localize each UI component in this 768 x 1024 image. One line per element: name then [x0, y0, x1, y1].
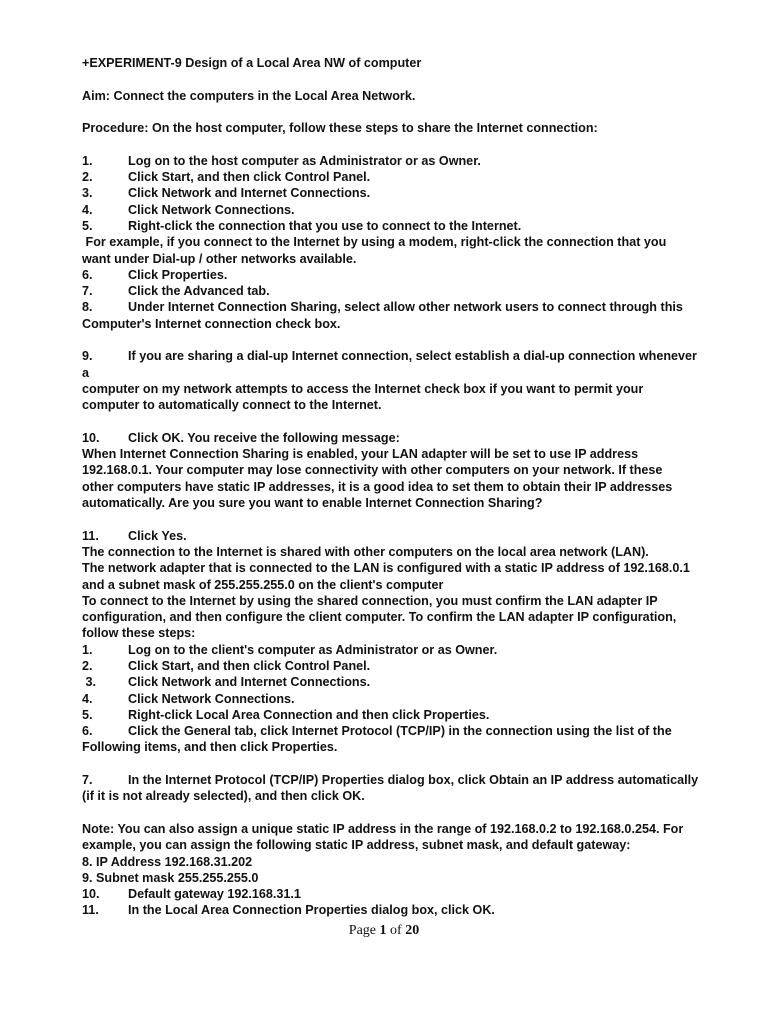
shared-connection-block: The connection to the Internet is shared with other computers on the local area network (LAN). The network adapter that is connected to the LAN is configured with a static IP address of 192.168.0.1 and a subnet mask of 255.255.255.0 on the client's computer To connect to the Internet by using the shared connection, you must confirm the LAN adapter IP configuration, and then configure the client computer. To confirm the LAN adapter IP configuration, follow these steps:: [82, 544, 690, 641]
list-item: 8. Under Internet Connection Sharing, select allow other network users to connect through this: [82, 300, 683, 315]
list-item: 7. Click the Advanced tab.: [82, 284, 270, 299]
list-item: 1. Log on to the host computer as Administrator or as Owner.: [82, 153, 481, 168]
client-steps-list: [82, 642, 754, 740]
list-item: 4. Click Network Connections.: [82, 691, 295, 706]
page-number: 1: [379, 923, 387, 938]
final-steps-list: [82, 886, 754, 919]
step9-line3: computer to automatically connect to the Internet.: [82, 398, 382, 413]
step9-a: a: [82, 365, 90, 380]
document-title: +EXPERIMENT-9 Design of a Local Area NW of computer: [82, 56, 422, 70]
example-text-cont: want under Dial-up / other networks available.: [82, 251, 357, 266]
step8-cont: Computer's Internet connection check box.: [82, 316, 341, 331]
list-item: 5. Right-click the connection that you use to connect to the Internet.: [82, 218, 522, 233]
list-item: 2. Click Start, and then click Control Panel.: [82, 170, 371, 185]
list-item: 2. Click Start, and then click Control Panel.: [82, 658, 371, 673]
aim-text: Aim: Connect the computers in the Local Area Network.: [82, 88, 416, 103]
step7-cont: (if it is not already selected), and then click OK.: [82, 789, 365, 804]
host-steps-list: [82, 153, 754, 234]
host-steps-list-2: [82, 267, 754, 316]
list-item: 7. In the Internet Protocol (TCP/IP) Properties dialog box, click Obtain an IP address automatically: [82, 773, 699, 788]
list-item: 10. Click OK. You receive the following message:: [82, 430, 400, 445]
list-item: 3. Click Network and Internet Connections.: [82, 186, 371, 201]
step6-cont: Following items, and then click Properties.: [82, 740, 338, 755]
step9-line2: computer on my network attempts to access the Internet check box if you want to permit your: [82, 381, 644, 396]
message-block: When Internet Connection Sharing is enabled, your LAN adapter will be set to use IP address 192.168.0.1. Your computer may lose connectivity with other computers on your network. If these other computers have static IP addresses, it is a good idea to set them to obtain their IP addresses automatically. Are you sure you want to enable Internet Connection Sharing?: [82, 447, 673, 511]
list-item: 6. Click Properties.: [82, 267, 228, 282]
procedure-text: Procedure: On the host computer, follow these steps to share the Internet connection:: [82, 121, 598, 136]
page-total: 20: [405, 923, 420, 938]
list-item: 3. Click Network and Internet Connections.: [82, 675, 371, 690]
list-item: 11. Click Yes.: [82, 528, 187, 543]
list-item: 1. Log on to the client's computer as Administrator or as Owner.: [82, 642, 498, 657]
list-item: 4. Click Network Connections.: [82, 202, 295, 217]
document-body: [82, 55, 754, 919]
list-item: 5. Right-click Local Area Connection and then click Properties.: [82, 707, 490, 722]
page-footer: Page 1 of 20: [348, 923, 420, 938]
list-item: 10. Default gateway 192.168.31.1: [82, 887, 301, 902]
list-item: 9. If you are sharing a dial-up Internet connection, select establish a dial-up connection whenever: [82, 349, 697, 364]
list-item: 6. Click the General tab, click Internet Protocol (TCP/IP) in the connection using the list of the: [82, 724, 672, 739]
note-block: Note: You can also assign a unique static IP address in the range of 192.168.0.2 to 192.168.0.254. For example, you can assign the following static IP address, subnet mask, and default gateway: 8. IP Address 192.168.31.202 9. Subnet mask 255.255.255.0: [82, 821, 684, 885]
list-item: 11. In the Local Area Connection Properties dialog box, click OK.: [82, 903, 495, 918]
example-text: For example, if you connect to the Internet by using a modem, right-click the connection that you: [82, 235, 667, 250]
